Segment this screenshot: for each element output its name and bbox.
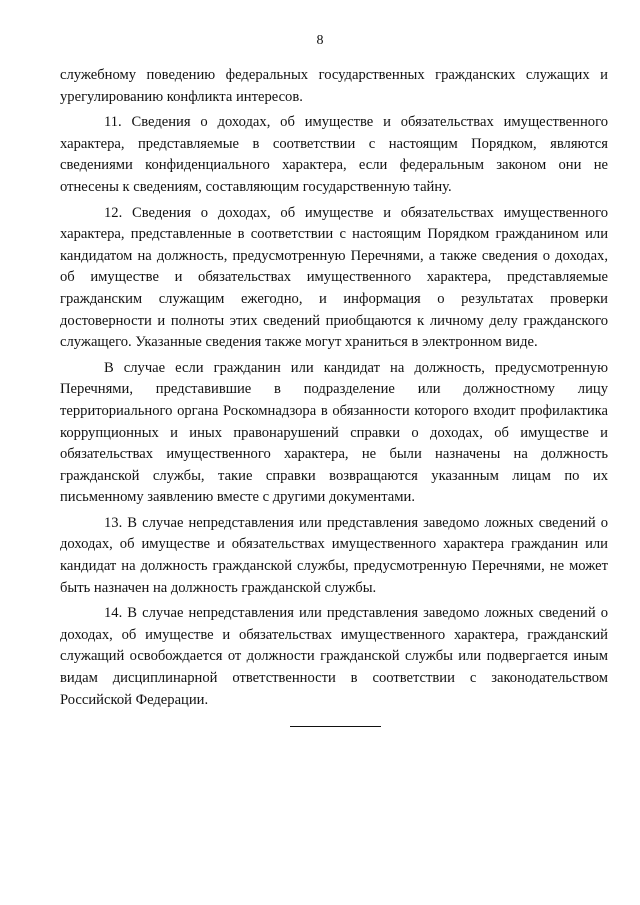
paragraph-item-12: 12. Сведения о доходах, об имуществе и обязательствах имущественного характера, представленные в соответствии с настоящим Порядком гражданином или кандидатом на должность, предусмотренную Перечнями, а также сведения о доходах, об имуществе и обязательствах имущественного характера, представляемые гражданским служащим ежегодно, и информация о результатах проверки достоверности и полноты этих сведений приобщаются к личному делу гражданского служащего. Указанные сведения также могут храниться в электронном виде. bbox=[60, 204, 608, 351]
paragraph-item-11: 11. Сведения о доходах, об имуществе и обязательствах имущественного характера, представляемые в соответствии с настоящим Порядком, являются сведениями конфиденциального характера, если федеральным законом они не отнесены к сведениям, составляющим государственную тайну. bbox=[60, 114, 608, 195]
paragraph-return-of-certificates: В случае если гражданин или кандидат на должность, предусмотренную Перечнями, представившие в подразделение или должностному лицу территориального органа Роскомнадзора в обязанности которого входит профилактика коррупционных и иных правонарушений справки о доходах, об имуществе и обязательствах имущественного характера, не были назначены на должность гражданской службы, такие справки возвращаются указанным лицам по их письменному заявлению вместе с другими документами. bbox=[60, 359, 608, 506]
end-separator-line bbox=[290, 726, 381, 727]
paragraph-item-13: 13. В случае непредставления или представления заведомо ложных сведений о доходах, об имуществе и обязательствах имущественного характера гражданин или кандидат на должность гражданской службы, предусмотренную Перечнями, не может быть назначен на должность гражданской службы. bbox=[60, 514, 608, 596]
paragraph-continuation: служебному поведению федеральных государственных гражданских служащих и урегулированию конфликта интересов. bbox=[60, 67, 608, 105]
paragraph-item-14: 14. В случае непредставления или представления заведомо ложных сведений о доходах, об имуществе и обязательствах имущественного характера, гражданский служащий освобождается от должности гражданской службы или подвергается иным видам дисциплинарной ответственности в соответствии с законодательством Российской Федерации. bbox=[60, 605, 608, 708]
page-number: 8 bbox=[316, 33, 324, 48]
document-body bbox=[60, 65, 608, 715]
